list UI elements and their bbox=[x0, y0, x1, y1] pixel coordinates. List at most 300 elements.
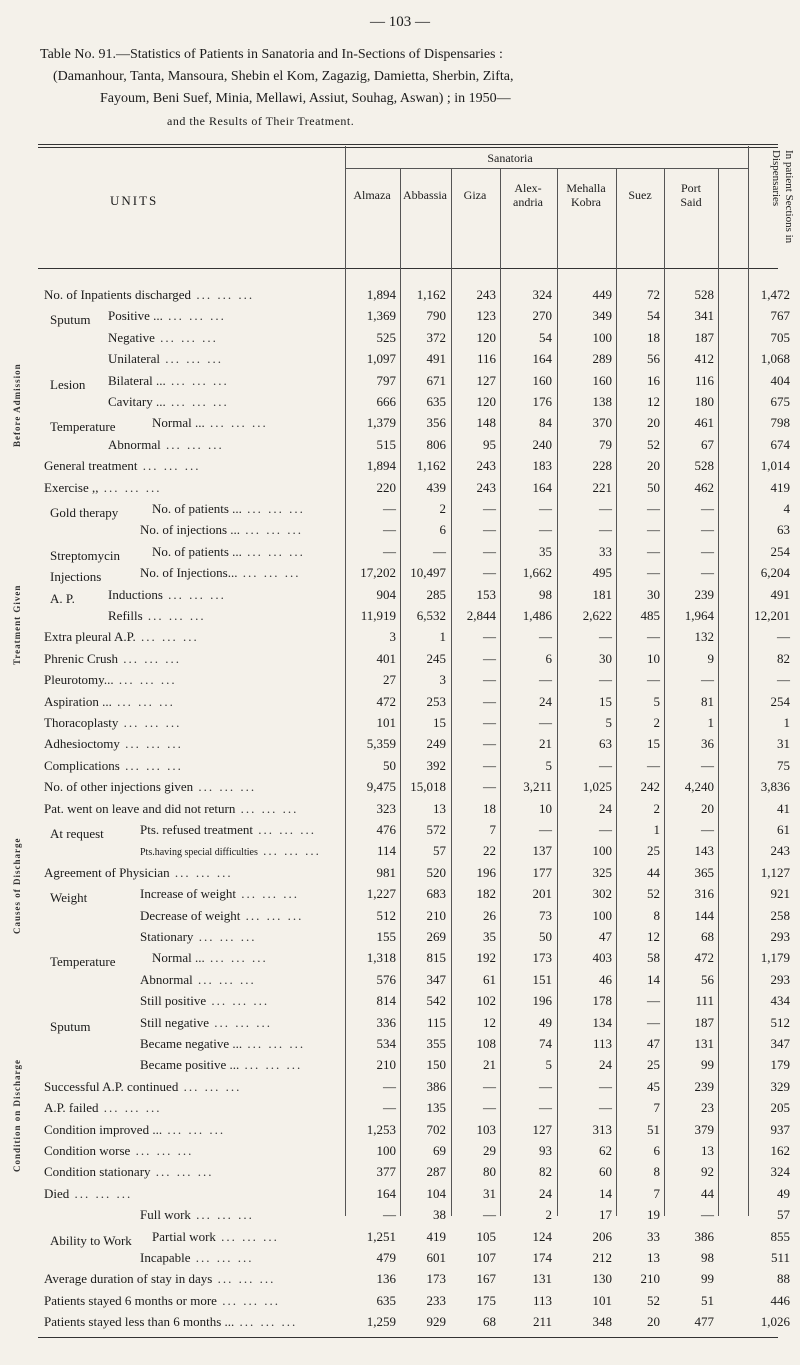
header-bottom-rule bbox=[38, 268, 778, 269]
table-cell: — bbox=[483, 715, 496, 730]
row-label: Still positive bbox=[140, 993, 207, 1009]
table-cell: — bbox=[483, 543, 496, 559]
table-cell: 13 bbox=[647, 1250, 660, 1265]
table-cell: 24 bbox=[599, 1057, 612, 1073]
leader-dots: ... ... ... bbox=[216, 1292, 280, 1308]
table-cell: 210 bbox=[376, 1057, 396, 1073]
table-cell: 1,369 bbox=[366, 308, 396, 324]
leader-dots: ... ... ... bbox=[159, 351, 223, 367]
table-cell: — bbox=[483, 522, 496, 538]
table-cell: 324 bbox=[770, 1164, 790, 1180]
table-cell: 17 bbox=[599, 1207, 612, 1223]
row-group-prefix: Ability to Work bbox=[50, 1232, 132, 1248]
table-cell: 127 bbox=[476, 372, 496, 388]
row-label-cell bbox=[152, 1228, 279, 1245]
leader-dots: ... ... ... bbox=[242, 1036, 306, 1051]
table-cell: 6 bbox=[545, 650, 552, 666]
table-cell: 512 bbox=[376, 907, 396, 923]
table-cell: 439 bbox=[426, 479, 446, 495]
table-cell: 49 bbox=[539, 1014, 552, 1030]
group-label: Before Admission bbox=[12, 363, 22, 447]
table-cell: 3,211 bbox=[523, 779, 552, 795]
table-cell: 24 bbox=[539, 1185, 552, 1201]
table-cell: 130 bbox=[592, 1271, 612, 1287]
table-cell: 29 bbox=[483, 1143, 496, 1158]
table-cell: 476 bbox=[376, 822, 396, 837]
table-cell: 60 bbox=[599, 1164, 612, 1180]
group-label: Condition on Discharge bbox=[12, 1058, 22, 1172]
table-cell: 348 bbox=[592, 1314, 612, 1330]
table-cell: 2,622 bbox=[582, 608, 612, 623]
row-label: Inductions bbox=[108, 586, 163, 602]
table-cell: 100 bbox=[592, 907, 612, 923]
row-label-cell bbox=[108, 607, 206, 624]
table-cell: — bbox=[777, 629, 790, 645]
leader-dots: ... ... ... bbox=[234, 1314, 298, 1330]
table-cell: 153 bbox=[476, 586, 496, 602]
table-cell: 98 bbox=[701, 1250, 714, 1265]
table-cell: 7 bbox=[653, 1100, 660, 1116]
table-cell: 136 bbox=[376, 1271, 396, 1287]
table-cell: 1,162 bbox=[416, 458, 446, 474]
table-cell: 196 bbox=[476, 864, 496, 880]
table-cell: 20 bbox=[647, 415, 660, 431]
table-cell: 30 bbox=[599, 650, 612, 666]
row-label: No. of Injections... bbox=[140, 565, 238, 581]
table-cell: 1 bbox=[783, 715, 790, 730]
table-cell: — bbox=[647, 1014, 660, 1030]
table-cell: — bbox=[701, 1207, 714, 1223]
table-cell: 61 bbox=[483, 971, 496, 987]
table-cell: — bbox=[539, 822, 552, 837]
table-cell: — bbox=[599, 757, 612, 773]
leader-dots: ... ... ... bbox=[241, 543, 305, 559]
table-cell: 135 bbox=[426, 1100, 446, 1116]
table-cell: 105 bbox=[476, 1228, 496, 1244]
table-cell: 10 bbox=[539, 800, 552, 816]
table-cell: 160 bbox=[592, 372, 612, 388]
table-cell: 46 bbox=[599, 971, 612, 987]
table-cell: 2 bbox=[653, 715, 660, 730]
group-label: Causes of Discharge bbox=[12, 837, 22, 935]
table-cell: 2 bbox=[653, 800, 660, 816]
table-cell: 82 bbox=[777, 650, 790, 666]
row-label-cell bbox=[44, 1121, 225, 1138]
row-group-prefix: Weight bbox=[50, 890, 88, 906]
table-cell: 75 bbox=[777, 757, 790, 773]
table-cell: 379 bbox=[694, 1121, 714, 1137]
table-cell: 173 bbox=[426, 1271, 446, 1287]
table-cell: 253 bbox=[426, 693, 446, 709]
table-cell: 120 bbox=[476, 394, 496, 409]
leader-dots: ... ... ... bbox=[119, 757, 183, 773]
table-cell: 705 bbox=[770, 329, 790, 345]
table-cell: — bbox=[647, 993, 660, 1009]
table-cell: 10 bbox=[647, 650, 660, 666]
leader-dots: ... ... ... bbox=[137, 458, 201, 474]
table-cell: 419 bbox=[426, 1228, 446, 1244]
table-cell: 403 bbox=[592, 950, 612, 966]
table-cell: 51 bbox=[647, 1121, 660, 1137]
table-cell: 269 bbox=[426, 929, 446, 944]
table-cell: — bbox=[383, 1100, 396, 1116]
row-label-cell bbox=[140, 842, 321, 861]
row-group-prefix: Streptomycin bbox=[50, 547, 121, 563]
row-label-cell bbox=[44, 650, 181, 667]
table-cell: 797 bbox=[376, 372, 396, 388]
leader-dots: ... ... ... bbox=[165, 372, 229, 388]
row-label-cell bbox=[108, 436, 224, 453]
table-cell: 5 bbox=[545, 757, 552, 773]
table-cell: 228 bbox=[592, 458, 612, 474]
table-cell: 937 bbox=[770, 1121, 790, 1137]
table-cell: 4 bbox=[783, 501, 790, 516]
table-cell: 365 bbox=[694, 864, 714, 880]
leader-dots: ... ... ... bbox=[253, 822, 316, 837]
table-cell: 347 bbox=[426, 971, 446, 987]
table-cell: 104 bbox=[426, 1185, 446, 1201]
table-cell: 63 bbox=[599, 736, 612, 752]
table-cell: — bbox=[483, 1100, 496, 1116]
row-label-cell bbox=[152, 543, 305, 560]
leader-dots: ... ... ... bbox=[150, 1164, 214, 1180]
table-cell: 1,318 bbox=[366, 950, 396, 966]
leader-dots: ... ... ... bbox=[193, 929, 257, 944]
table-cell: 1,097 bbox=[366, 351, 396, 367]
table-cell: 182 bbox=[476, 886, 496, 902]
row-label-cell bbox=[44, 1185, 132, 1202]
row-label-cell bbox=[44, 479, 162, 496]
table-cell: 9,475 bbox=[366, 779, 396, 795]
table-cell: 80 bbox=[483, 1164, 496, 1180]
row-label-cell bbox=[44, 1163, 214, 1180]
leader-dots: ... ... ... bbox=[113, 672, 177, 688]
table-cell: 26 bbox=[483, 907, 496, 923]
table-cell: 74 bbox=[539, 1036, 552, 1051]
table-cell: 572 bbox=[426, 822, 446, 837]
table-cell: 9 bbox=[707, 650, 714, 666]
table-cell: 13 bbox=[701, 1143, 714, 1158]
table-cell: 164 bbox=[376, 1185, 396, 1201]
row-label-cell bbox=[140, 971, 256, 988]
table-cell: 8 bbox=[653, 1164, 660, 1180]
table-cell: 1,026 bbox=[760, 1314, 790, 1330]
table-cell: 671 bbox=[426, 372, 446, 388]
table-cell: 386 bbox=[694, 1228, 714, 1244]
table-cell: 36 bbox=[701, 736, 714, 752]
table-cell: 419 bbox=[770, 479, 790, 495]
row-group-prefix: Sputum bbox=[50, 312, 91, 328]
table-cell: 50 bbox=[383, 757, 396, 773]
table-cell: 155 bbox=[376, 929, 396, 944]
table-cell: — bbox=[539, 501, 552, 516]
table-cell: 815 bbox=[426, 950, 446, 966]
row-label: Pts.having special difficulties bbox=[140, 847, 258, 859]
row-label-cell bbox=[44, 693, 175, 710]
top-rule bbox=[38, 144, 778, 145]
table-cell: 6,532 bbox=[416, 608, 446, 623]
table-cell: 341 bbox=[694, 308, 714, 324]
table-cell: 101 bbox=[376, 715, 396, 730]
column-header: Alex- andria bbox=[513, 181, 543, 209]
table-cell: — bbox=[539, 1078, 552, 1094]
table-cell: 127 bbox=[532, 1121, 552, 1137]
row-label: Condition worse bbox=[44, 1143, 131, 1158]
table-cell: 240 bbox=[532, 436, 552, 452]
row-label-cell bbox=[44, 778, 256, 795]
row-label-cell bbox=[140, 1035, 305, 1052]
row-label-cell bbox=[44, 1270, 275, 1287]
table-cell: 120 bbox=[476, 329, 496, 345]
table-cell: 243 bbox=[476, 458, 496, 474]
table-cell: 33 bbox=[599, 543, 612, 559]
table-cell: 181 bbox=[592, 586, 612, 602]
leader-dots: ... ... ... bbox=[169, 864, 233, 880]
table-cell: 767 bbox=[770, 308, 790, 324]
table-cell: 210 bbox=[426, 907, 446, 923]
table-cell: 49 bbox=[777, 1185, 790, 1201]
row-label: Full work bbox=[140, 1207, 191, 1223]
table-cell: 176 bbox=[532, 394, 552, 409]
row-label: Aspiration ... bbox=[44, 693, 112, 709]
table-cell: — bbox=[701, 543, 714, 559]
table-cell: 58 bbox=[647, 950, 660, 966]
row-label-cell bbox=[44, 864, 233, 881]
table-cell: 1,662 bbox=[522, 565, 552, 581]
table-cell: 243 bbox=[770, 843, 790, 859]
row-label-cell bbox=[108, 329, 218, 346]
leader-dots: ... ... ... bbox=[162, 308, 226, 324]
row-label-cell bbox=[44, 1142, 193, 1159]
table-cell: 434 bbox=[770, 993, 790, 1009]
table-cell: 108 bbox=[476, 1036, 496, 1051]
table-cell: 635 bbox=[426, 394, 446, 409]
table-cell: 355 bbox=[426, 1036, 446, 1051]
table-cell: 491 bbox=[770, 586, 790, 602]
table-cell: 62 bbox=[599, 1143, 612, 1158]
table-cell: 243 bbox=[476, 287, 496, 302]
row-label: Cavitary ... bbox=[108, 394, 166, 409]
table-cell: 50 bbox=[647, 479, 660, 495]
leader-dots: ... ... ... bbox=[119, 736, 183, 752]
row-label: Phrenic Crush bbox=[44, 650, 119, 666]
row-label: Decrease of weight bbox=[140, 907, 241, 923]
row-label: Extra pleural A.P. bbox=[44, 629, 136, 645]
table-cell: 113 bbox=[532, 1292, 552, 1308]
table-cell: 15 bbox=[599, 693, 612, 709]
table-cell: 347 bbox=[770, 1036, 790, 1051]
table-cell: — bbox=[599, 629, 612, 645]
row-label: Successful A.P. continued bbox=[44, 1078, 179, 1094]
table-cell: — bbox=[701, 757, 714, 773]
table-cell: 3 bbox=[439, 672, 446, 688]
leader-dots: ... ... ... bbox=[240, 522, 304, 538]
leader-dots: ... ... ... bbox=[193, 779, 257, 795]
table-cell: 485 bbox=[640, 608, 660, 623]
table-cell: 220 bbox=[376, 479, 396, 495]
table-cell: 12,201 bbox=[754, 608, 790, 623]
page-number: — 103 — bbox=[370, 14, 430, 30]
table-cell: 52 bbox=[647, 1292, 660, 1308]
table-cell: — bbox=[539, 629, 552, 645]
table-cell: 491 bbox=[426, 351, 446, 367]
leader-dots: ... ... ... bbox=[204, 950, 268, 966]
table-cell: 68 bbox=[701, 929, 714, 944]
table-cell: 790 bbox=[426, 308, 446, 324]
leader-dots: ... ... ... bbox=[204, 415, 268, 431]
table-cell: 150 bbox=[426, 1057, 446, 1073]
table-cell: 370 bbox=[592, 415, 612, 431]
row-label: Negative bbox=[108, 329, 155, 345]
leader-dots: ... ... ... bbox=[239, 1057, 303, 1073]
table-cell: 258 bbox=[770, 907, 790, 923]
leader-dots: ... ... ... bbox=[191, 287, 255, 302]
table-cell: 164 bbox=[532, 351, 552, 367]
table-cell: 38 bbox=[433, 1207, 446, 1223]
row-label: Patients stayed 6 months or more bbox=[44, 1292, 217, 1308]
row-label-cell bbox=[108, 350, 223, 367]
table-cell: 528 bbox=[694, 287, 714, 302]
table-cell: 412 bbox=[694, 351, 714, 367]
table-cell: 44 bbox=[701, 1185, 714, 1201]
table-cell: 167 bbox=[476, 1271, 496, 1287]
row-label: Increase of weight bbox=[140, 886, 237, 902]
table-cell: 160 bbox=[532, 372, 552, 388]
table-cell: 683 bbox=[426, 886, 446, 902]
table-cell: 137 bbox=[532, 843, 552, 859]
table-cell: 285 bbox=[426, 586, 446, 602]
table-cell: — bbox=[701, 822, 714, 837]
leader-dots: ... ... ... bbox=[257, 843, 321, 859]
table-cell: 1,068 bbox=[760, 351, 790, 367]
table-cell: — bbox=[599, 1078, 612, 1094]
table-cell: 67 bbox=[701, 436, 714, 452]
table-cell: — bbox=[383, 1207, 396, 1223]
row-label-cell bbox=[44, 671, 177, 688]
table-cell: 173 bbox=[532, 950, 552, 966]
row-label: Abnormal bbox=[140, 971, 193, 987]
row-label: Refills bbox=[108, 608, 143, 623]
table-cell: 20 bbox=[701, 800, 714, 816]
leader-dots: ... ... ... bbox=[98, 479, 162, 495]
table-cell: — bbox=[483, 565, 496, 581]
row-label: Incapable bbox=[140, 1250, 191, 1265]
table-cell: 702 bbox=[426, 1121, 446, 1137]
leader-dots: ... ... ... bbox=[192, 971, 256, 987]
column-header: Giza bbox=[463, 188, 487, 202]
table-cell: 349 bbox=[592, 308, 612, 324]
row-label-cell bbox=[152, 414, 268, 431]
table-cell: 72 bbox=[647, 287, 660, 302]
table-cell: 806 bbox=[426, 436, 446, 452]
table-cell: 15,018 bbox=[410, 779, 446, 795]
table-cell: 3,836 bbox=[760, 779, 790, 795]
table-cell: 386 bbox=[426, 1078, 446, 1094]
row-label-cell bbox=[140, 1249, 254, 1266]
title-line-1: Table No. 91.—Statistics of Patients in Sanatoria and In-Sections of Dispensaries : bbox=[40, 47, 503, 62]
table-cell: 18 bbox=[483, 800, 496, 816]
table-cell: 5 bbox=[653, 693, 660, 709]
leader-dots: ... ... ... bbox=[212, 1271, 276, 1287]
row-label: Condition stationary bbox=[44, 1164, 151, 1180]
row-label: Unilateral bbox=[108, 351, 160, 367]
table-cell: 1,379 bbox=[366, 415, 396, 431]
table-cell: 22 bbox=[483, 843, 496, 859]
table-cell: 270 bbox=[532, 308, 552, 324]
leader-dots: ... ... ... bbox=[130, 1143, 194, 1158]
table-cell: 12 bbox=[647, 929, 660, 944]
row-label-cell bbox=[140, 521, 303, 538]
row-group-prefix: Lesion bbox=[50, 376, 86, 392]
table-cell: 1,253 bbox=[366, 1121, 396, 1137]
table-cell: 8 bbox=[653, 907, 660, 923]
table-cell: — bbox=[539, 1100, 552, 1116]
table-cell: 449 bbox=[592, 287, 612, 302]
table-cell: — bbox=[483, 672, 496, 688]
row-label: General treatment bbox=[44, 458, 138, 474]
table-cell: 56 bbox=[647, 351, 660, 367]
table-cell: 249 bbox=[426, 736, 446, 752]
row-label: Patients stayed less than 6 months ... bbox=[44, 1314, 235, 1330]
table-cell: 392 bbox=[426, 757, 446, 773]
table-cell: 1,127 bbox=[760, 864, 790, 880]
table-cell: 15 bbox=[433, 715, 446, 730]
row-label-cell bbox=[140, 1206, 254, 1223]
row-label-cell bbox=[140, 564, 300, 581]
table-cell: 132 bbox=[694, 629, 714, 645]
row-label-cell bbox=[152, 500, 305, 517]
row-group-prefix: Temperature bbox=[50, 954, 116, 970]
table-cell: — bbox=[647, 672, 660, 688]
table-cell: 239 bbox=[694, 586, 714, 602]
table-cell: — bbox=[483, 650, 496, 666]
row-label-cell bbox=[140, 821, 316, 838]
table-cell: 79 bbox=[599, 436, 612, 452]
table-cell: — bbox=[599, 522, 612, 538]
row-label-cell bbox=[44, 457, 200, 474]
table-cell: 20 bbox=[647, 1314, 660, 1330]
table-cell: 14 bbox=[599, 1185, 612, 1201]
table-cell: 162 bbox=[770, 1143, 790, 1158]
table-cell: 25 bbox=[647, 843, 660, 859]
table-cell: 68 bbox=[483, 1314, 496, 1330]
table-cell: — bbox=[483, 693, 496, 709]
table-cell: 56 bbox=[701, 971, 714, 987]
row-group-prefix: A. P. bbox=[50, 590, 75, 606]
table-cell: 1 bbox=[439, 629, 446, 645]
table-cell: 534 bbox=[376, 1036, 396, 1051]
row-label-cell bbox=[44, 757, 183, 774]
table-cell: 675 bbox=[770, 394, 790, 409]
dispensaries-header: In patient Sections in Dispensaries bbox=[770, 150, 795, 244]
row-label: Average duration of stay in days bbox=[44, 1271, 213, 1287]
table-cell: 33 bbox=[647, 1228, 660, 1244]
table-cell: 520 bbox=[426, 864, 446, 880]
table-cell: 93 bbox=[539, 1143, 552, 1158]
table-cell: — bbox=[383, 543, 396, 559]
table-cell: — bbox=[483, 757, 496, 773]
table-cell: 99 bbox=[701, 1057, 714, 1073]
row-group-prefix: Sputum bbox=[50, 1018, 91, 1034]
row-label-cell bbox=[140, 907, 303, 924]
leader-dots: ... ... ... bbox=[162, 1121, 226, 1137]
table-cell: 472 bbox=[376, 693, 396, 709]
table-cell: — bbox=[539, 672, 552, 688]
leader-dots: ... ... ... bbox=[206, 993, 270, 1009]
table-cell: 31 bbox=[777, 736, 790, 752]
table-cell: 116 bbox=[476, 351, 496, 367]
row-label-cell bbox=[108, 372, 229, 389]
